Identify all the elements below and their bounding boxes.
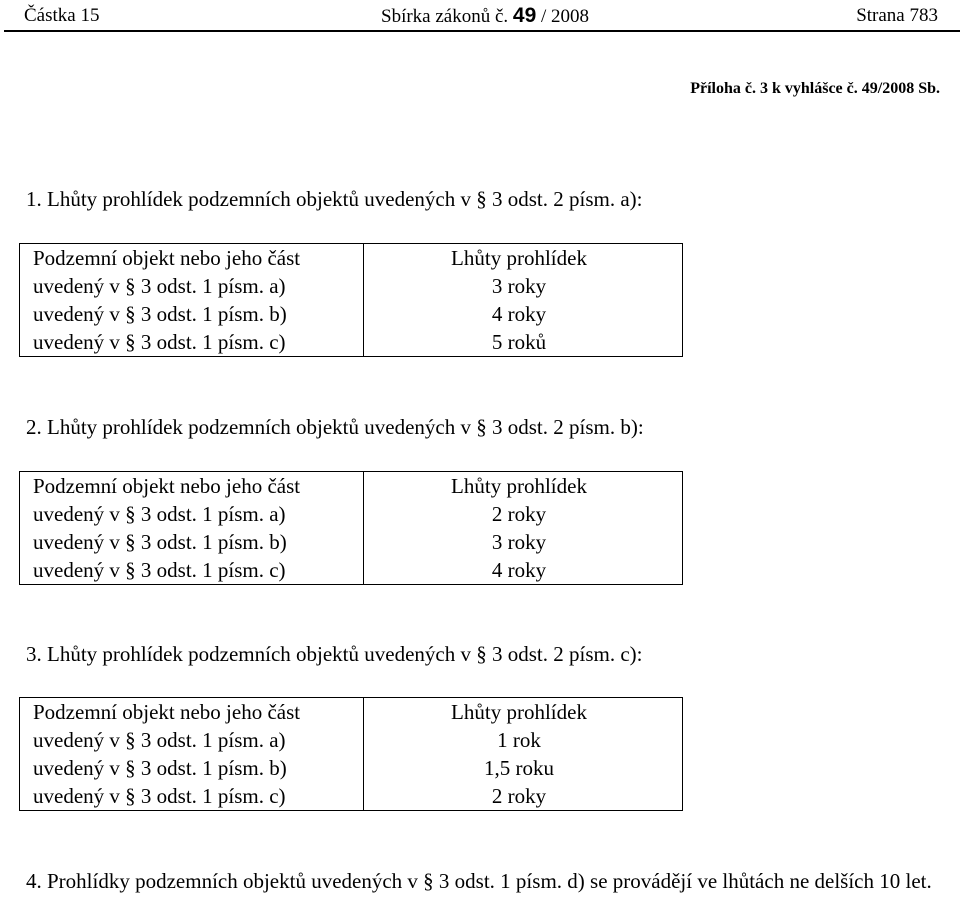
table-row (20, 300, 683, 328)
table-header-row (20, 472, 683, 501)
table-cell-period: 4 roky (364, 556, 683, 585)
header-part: Částka 15 (24, 5, 100, 26)
section-title-2: 2. Lhůty prohlídek podzemních objektů uvedených v § 3 odst. 2 písm. b): (26, 415, 644, 439)
table-row (20, 272, 683, 300)
collection-label: Sbírka zákonů č. (381, 6, 509, 27)
table-header-row (20, 244, 683, 273)
header-rule (4, 30, 960, 32)
table-cell-object: uvedený v § 3 odst. 1 písm. b) (20, 754, 364, 782)
table-header-period: Lhůty prohlídek (364, 472, 683, 501)
inspection-table-3 (19, 697, 683, 811)
inspection-table-1 (19, 243, 683, 357)
section-title-3: 3. Lhůty prohlídek podzemních objektů uvedených v § 3 odst. 2 písm. c): (26, 642, 643, 666)
table-cell-object: uvedený v § 3 odst. 1 písm. a) (20, 726, 364, 754)
table-cell-period: 5 roků (364, 328, 683, 357)
table-cell-period: 2 roky (364, 500, 683, 528)
section-note-4: 4. Prohlídky podzemních objektů uvedených v § 3 odst. 1 písm. d) se provádějí ve lhůtách ne delších 10 let. (26, 869, 932, 893)
table-cell-period: 3 roky (364, 272, 683, 300)
table-header-object: Podzemní objekt nebo jeho část (20, 244, 364, 273)
table-cell-object: uvedený v § 3 odst. 1 písm. b) (20, 528, 364, 556)
table-row (20, 328, 683, 357)
header-collection (381, 4, 589, 28)
table-row (20, 726, 683, 754)
table-cell-object: uvedený v § 3 odst. 1 písm. a) (20, 272, 364, 300)
collection-number: 49 (512, 4, 537, 27)
collection-year: / 2008 (541, 6, 590, 27)
table-row (20, 782, 683, 811)
inspection-table-2 (19, 471, 683, 585)
table-row (20, 556, 683, 585)
page-header (24, 2, 938, 30)
table-header-object: Podzemní objekt nebo jeho část (20, 698, 364, 727)
table-header-period: Lhůty prohlídek (364, 698, 683, 727)
table-header-object: Podzemní objekt nebo jeho část (20, 472, 364, 501)
table-row (20, 754, 683, 782)
table-cell-object: uvedený v § 3 odst. 1 písm. b) (20, 300, 364, 328)
table-cell-period: 1,5 roku (364, 754, 683, 782)
table-cell-period: 1 rok (364, 726, 683, 754)
table-header-period: Lhůty prohlídek (364, 244, 683, 273)
table-cell-object: uvedený v § 3 odst. 1 písm. c) (20, 328, 364, 357)
table-cell-period: 4 roky (364, 300, 683, 328)
table-cell-object: uvedený v § 3 odst. 1 písm. c) (20, 556, 364, 585)
section-title-1: 1. Lhůty prohlídek podzemních objektů uvedených v § 3 odst. 2 písm. a): (26, 187, 643, 211)
table-row (20, 500, 683, 528)
table-cell-period: 2 roky (364, 782, 683, 811)
table-row (20, 528, 683, 556)
table-cell-period: 3 roky (364, 528, 683, 556)
header-page: Strana 783 (856, 5, 938, 26)
table-header-row (20, 698, 683, 727)
annex-title: Příloha č. 3 k vyhlášce č. 49/2008 Sb. (690, 80, 940, 97)
table-cell-object: uvedený v § 3 odst. 1 písm. c) (20, 782, 364, 811)
table-cell-object: uvedený v § 3 odst. 1 písm. a) (20, 500, 364, 528)
